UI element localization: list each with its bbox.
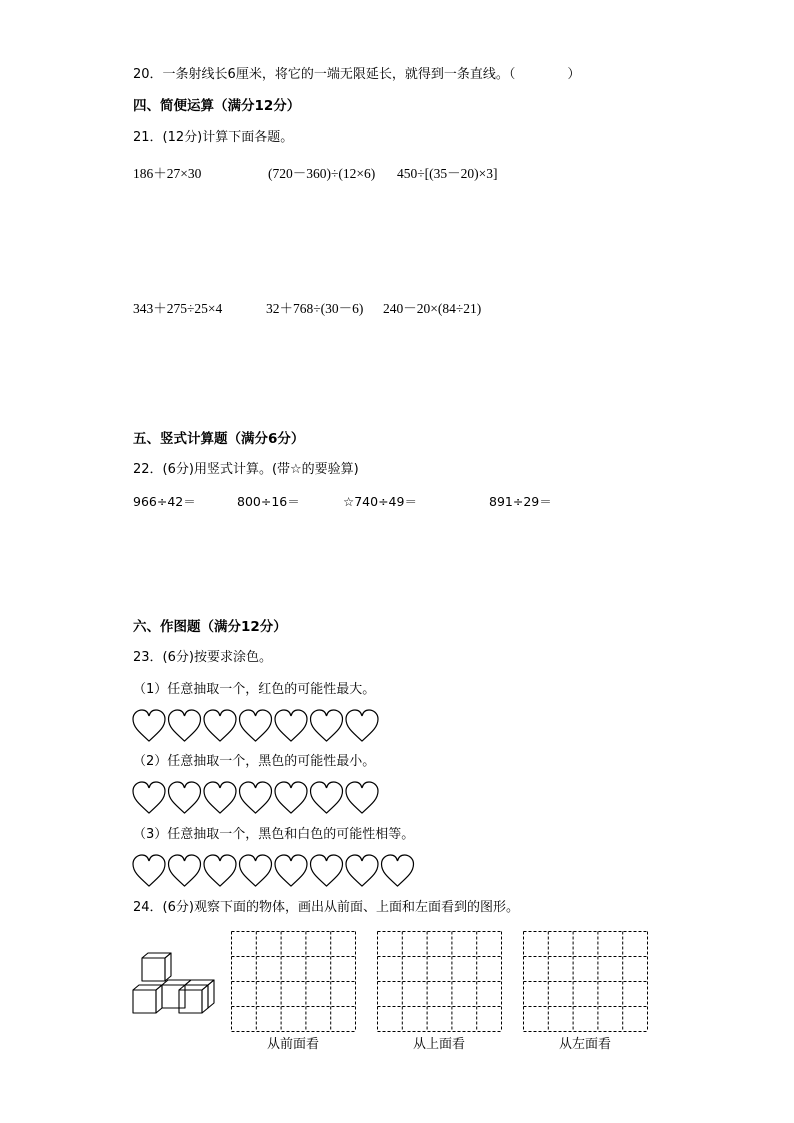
- front-view-caption: 从前面看: [266, 1037, 319, 1052]
- heart-shape[interactable]: [133, 855, 165, 886]
- heart-shape[interactable]: [275, 855, 307, 886]
- question-21-prompt: 21．(12分)计算下面各题。: [133, 130, 294, 145]
- heart-shape[interactable]: [275, 710, 307, 741]
- expression-21-3: 450÷[(35－20)×3]: [397, 166, 498, 181]
- top-view-grid[interactable]: [377, 931, 502, 1032]
- expression-21-2: (720－360)÷(12×6): [268, 166, 376, 181]
- vertical-calc-3: ☆740÷49＝: [343, 494, 417, 509]
- heart-shape[interactable]: [133, 782, 165, 813]
- heart-shape[interactable]: [311, 855, 343, 886]
- expression-21-4: 343＋275÷25×4: [133, 301, 223, 316]
- question-22-prompt: 22．(6分)用竖式计算。(带☆的要验算): [133, 462, 359, 477]
- top-view-caption: 从上面看: [412, 1037, 465, 1052]
- front-view-grid[interactable]: [231, 931, 356, 1032]
- heart-row-3: [131, 853, 415, 889]
- section-5-title: 五、竖式计算题（满分6分）: [133, 431, 305, 447]
- heart-shape[interactable]: [169, 855, 201, 886]
- question-23-part-3-label: （3）任意抽取一个，黑色和白色的可能性相等。: [133, 827, 415, 842]
- heart-shape[interactable]: [275, 782, 307, 813]
- heart-shape[interactable]: [133, 710, 165, 741]
- cube-stack-figure: [131, 950, 221, 1018]
- heart-shape[interactable]: [346, 710, 378, 741]
- question-20-text: 20．一条射线长6厘米，将它的一端无限延长，就得到一条直线。（ ）: [133, 67, 581, 82]
- heart-shape[interactable]: [382, 855, 414, 886]
- heart-shape[interactable]: [169, 710, 201, 741]
- heart-shape[interactable]: [346, 855, 378, 886]
- heart-row-1: [131, 708, 380, 744]
- vertical-calc-4: 891÷29＝: [489, 494, 552, 509]
- question-23-prompt: 23．(6分)按要求涂色。: [133, 650, 272, 665]
- expression-21-5: 32＋768÷(30－6): [266, 301, 364, 316]
- vertical-calc-1: 966÷42＝: [133, 494, 196, 509]
- heart-shape[interactable]: [311, 710, 343, 741]
- heart-shape[interactable]: [311, 782, 343, 813]
- heart-shape[interactable]: [204, 710, 236, 741]
- heart-shape[interactable]: [204, 782, 236, 813]
- left-view-caption: 从左面看: [558, 1037, 611, 1052]
- heart-shape[interactable]: [240, 782, 272, 813]
- question-23-part-2-label: （2）任意抽取一个，黑色的可能性最小。: [133, 754, 376, 769]
- question-23-part-1-label: （1）任意抽取一个，红色的可能性最大。: [133, 682, 376, 697]
- section-4-title: 四、简便运算（满分12分）: [133, 98, 301, 114]
- left-view-grid[interactable]: [523, 931, 648, 1032]
- heart-row-2: [131, 780, 380, 816]
- heart-shape[interactable]: [169, 782, 201, 813]
- question-24-prompt: 24．(6分)观察下面的物体，画出从前面、上面和左面看到的图形。: [133, 900, 519, 915]
- vertical-calc-2: 800÷16＝: [237, 494, 300, 509]
- heart-shape[interactable]: [346, 782, 378, 813]
- heart-shape[interactable]: [240, 855, 272, 886]
- expression-21-1: 186＋27×30: [133, 166, 202, 181]
- heart-shape[interactable]: [240, 710, 272, 741]
- heart-shape[interactable]: [204, 855, 236, 886]
- expression-21-6: 240－20×(84÷21): [383, 301, 482, 316]
- section-6-title: 六、作图题（满分12分）: [133, 619, 287, 635]
